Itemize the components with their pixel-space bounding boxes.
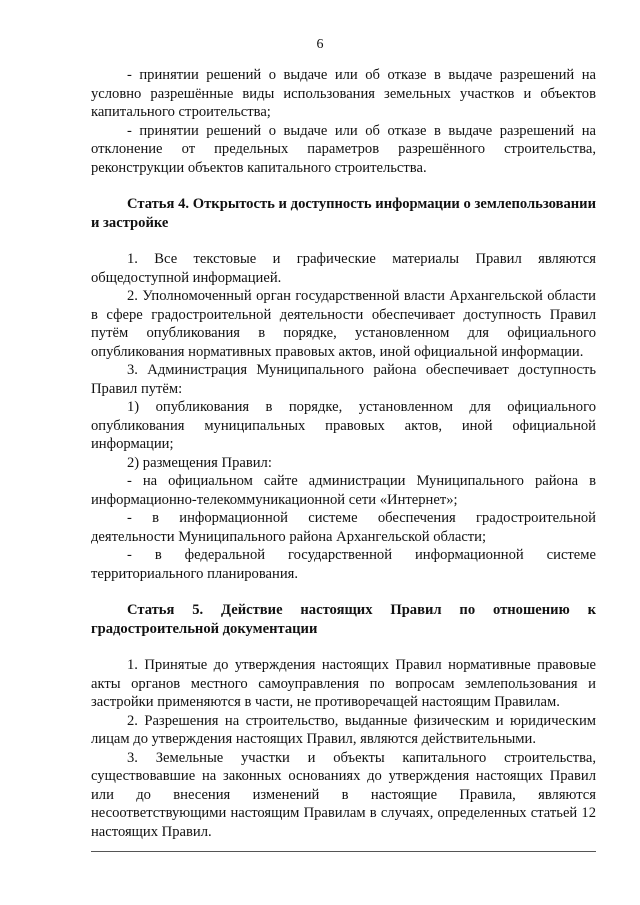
- article-5-heading: Статья 5. Действие настоящих Правил по отношению к градостроительной документации: [91, 602, 596, 637]
- article-4-item-3-sub-1: 1) опубликования в порядке, установленном для официального опубликования муниципальных правовых актов, иной официальной информации;: [91, 399, 596, 452]
- page-number: 6: [316, 37, 324, 52]
- article-4-item-1: 1. Все текстовые и графические материалы Правил являются общедоступной информацией.: [91, 251, 596, 286]
- article-4-bullet-website: - на официальном сайте администрации Муниципального района в информационно-телекоммуникационной сети «Интернет»;: [91, 473, 596, 508]
- footer-divider: [91, 851, 596, 852]
- document-body: [91, 66, 596, 841]
- article-4-bullet-info-system: - в информационной системе обеспечения градостроительной деятельности Муниципального района Архангельской области;: [91, 510, 596, 545]
- article-4-item-2: 2. Уполномоченный орган государственной власти Архангельской области в сфере градостроительной деятельности обеспечивает доступность Правил путём опубликования в порядке, установленном для официального опубликования нормативных правовых актов, иной официальной информации.: [91, 288, 596, 360]
- article-5-item-3: 3. Земельные участки и объекты капитального строительства, существовавшие на законных основаниях до утверждения настоящих Правил или до внесения изменений в настоящие Правила, являются несоответствующими настоящим Правилам в случаях, определенных статьей 12 настоящих Правил.: [91, 749, 596, 840]
- article-5-item-2: 2. Разрешения на строительство, выданные физическим и юридическим лицам до утверждения настоящих Правил, являются действительными.: [91, 712, 596, 747]
- article-4-heading: Статья 4. Открытость и доступность информации о землепользовании и застройке: [91, 196, 596, 231]
- article-5-item-1: 1. Принятые до утверждения настоящих Правил нормативные правовые акты органов местного самоуправления по вопросам землепользования и застройки применяются в части, не противоречащей настоящим Правилам.: [91, 657, 596, 710]
- paragraph-permits-conditional-use: - принятии решений о выдаче или об отказе в выдаче разрешений на условно разрешённые виды использования земельных участков и объектов капитального строительства;: [91, 67, 596, 120]
- article-4-bullet-federal-system: - в федеральной государственной информационной системе территориального планирования.: [91, 547, 596, 582]
- paragraph-permits-deviation: - принятии решений о выдаче или об отказе в выдаче разрешений на отклонение от предельных параметров разрешённого строительства, реконструкции объектов капитального строительства.: [91, 122, 596, 176]
- article-4-item-3: 3. Администрация Муниципального района обеспечивает доступность Правил путём:: [91, 362, 596, 397]
- article-4-item-3-sub-2: 2) размещения Правил:: [127, 454, 272, 471]
